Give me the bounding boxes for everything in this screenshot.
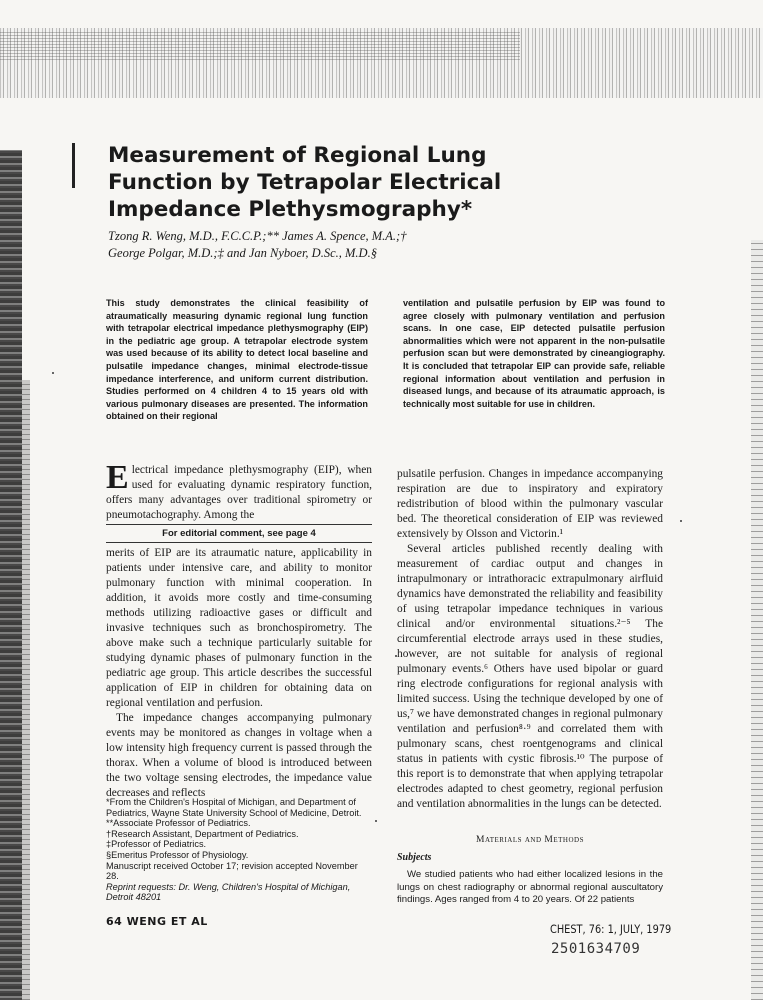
margin-mark: [72, 143, 75, 188]
footnote-affiliation: *From the Children's Hospital of Michigan, and Department of Pediatrics, Wayne State University School of Medicine, Detroit.: [106, 797, 362, 818]
authors-line-1: Tzong R. Weng, M.D., F.C.C.P.;** James A. Spence, M.A.;†: [108, 229, 407, 243]
editorial-note: For editorial comment, see page 4: [106, 524, 372, 543]
page-footer: 64 WENG ET AL: [106, 915, 208, 928]
subsection-heading: Subjects: [397, 852, 432, 863]
scan-speck: [375, 820, 377, 822]
right-paragraph-1: pulsatile perfusion. Changes in impedance accompanying respiration are due to inspiratory and expiratory redistribution of blood within the pulmonary vascular bed. The theoretical consideration of EIP was reviewed extensively by Olsson and Victorin.¹: [397, 468, 663, 540]
scan-binding-edge: [0, 150, 22, 1000]
authors-line-2: George Polgar, M.D.;‡ and Jan Nyboer, D.Sc., M.D.§: [108, 246, 377, 260]
scan-noise-top-dark: [0, 32, 520, 60]
intro-text-start: lectrical impedance plethysmography (EIP), when used for evaluating dynamic respiratory function, offers many advantages over traditional spirometry or pneumotachography. Among the: [106, 464, 372, 521]
footnote-manuscript: Manuscript received October 17; revision accepted November 28.: [106, 860, 358, 882]
journal-citation: CHEST, 76: 1, JULY, 1979: [550, 922, 672, 936]
abstract-left: This study demonstrates the clinical feasibility of atraumatically measuring dynamic regional lung function with tetrapolar electrical impedance plethysmography (EIP) in the pediatric age group. A tetrapolar electrode system was used because of its ability to detect local baseline and pulsatile impedance changes, minimal electrode-tissue impedance interference, and uniform current distribution. Studies performed on 4 children 4 to 15 years old with various pulmonary diseases are presented. The information obtained on their regional: [106, 298, 368, 422]
right-paragraph-2: Several articles published recently dealing with measurement of cardiac output and changes in intrapulmonary or intrathoracic extrapulmonary airfluid dynamics have demonstrated the reliability and feasibility of using tetrapolar impedance techniques in various clinical and/or environmental situations.²⁻⁵ The circumferential electrode arrays used in these studies, however, are not suitable for analysis of regional pulmonary events.⁶ Others have used bipolar or guard ring electrode configurations for regional analysis with limited success. Using the technique developed by one of us,⁷ we have demonstrated changes in regional pulmonary ventilation and perfusion⁸·⁹ and correlated them with pulmonary scans, chest roentgenograms and clinical status in patients with cystic fibrosis.¹⁰ The purpose of this report is to demonstrate that when applying tetrapolar electrodes adapted to chest geometry, regional perfusion and ventilation abnormalities in the lungs can be detected.: [397, 543, 663, 810]
footnote-associate: **Associate Professor of Pediatrics.: [106, 818, 251, 829]
intro-paragraph-start: [106, 459, 372, 523]
footnote-emeritus: §Emeritus Professor of Physiology.: [106, 849, 249, 860]
left-paragraph-1: merits of EIP are its atraumatic nature, applicability in patients under intensive care, and ability to monitor pulmonary function with minimal cooperation. In addition, it avoids more costly and time-consuming methods utilizing radioactive gases or difficult and invasive techniques such as bronchospirometry. The above make such a technique particularly suitable for studying dynamic phases of pulmonary function in the pediatric age group. This article describes the successful application of EIP in children for obtaining data on regional ventilation and perfusion.: [106, 547, 372, 709]
subjects-paragraph: We studied patients who had either localized lesions in the lungs on chest radiography or abnormal regional auscultatory findings. Ages ranged from 4 to 20 years. Of 22 patients: [397, 869, 663, 905]
footnote-reprint: Reprint requests: Dr. Weng, Children's Hospital of Michigan, Detroit 48201: [106, 881, 351, 903]
scan-speck: [52, 372, 54, 374]
author-list: [108, 228, 528, 262]
paper-title: Measurement of Regional Lung Function by Tetrapolar Electrical Impedance Plethysmography*: [108, 143, 502, 222]
scan-binding-shadow: [22, 380, 30, 1000]
footnote-research: †Research Assistant, Department of Pediatrics.: [106, 828, 299, 839]
abstract-right: ventilation and pulsatile perfusion by EIP was found to agree closely with pulmonary ventilation and perfusion scans. In one case, EIP detected pulsatile perfusion abnormalities which were not apparent in the non-pulsatile perfusion scan but were demonstrated by cineangiography. It is concluded that tetrapolar EIP can provide safe, reliable regional information about ventilation and perfusion in diseased lungs, and because of its atraumatic approach, is technically most suitable for use in children.: [403, 298, 665, 409]
section-heading: Materials and Methods: [476, 835, 584, 845]
footnotes: [106, 797, 372, 903]
drop-cap: E: [106, 459, 129, 496]
footnote-professor: ‡Professor of Pediatrics.: [106, 839, 207, 850]
left-paragraph-2: The impedance changes accompanying pulmonary events may be monitored as changes in voltage when a low intensity high frequency current is passed through the thorax. When a volume of blood is introduced between the two voltage sensing electrodes, the impedance value decreases and reflects: [106, 712, 372, 799]
scan-right-edge: [751, 240, 763, 1000]
left-column-body: [106, 546, 372, 801]
scan-speck: [395, 655, 397, 657]
scan-speck: [680, 520, 682, 522]
document-id: 2501634709: [551, 941, 641, 957]
right-column-body: [397, 467, 663, 812]
